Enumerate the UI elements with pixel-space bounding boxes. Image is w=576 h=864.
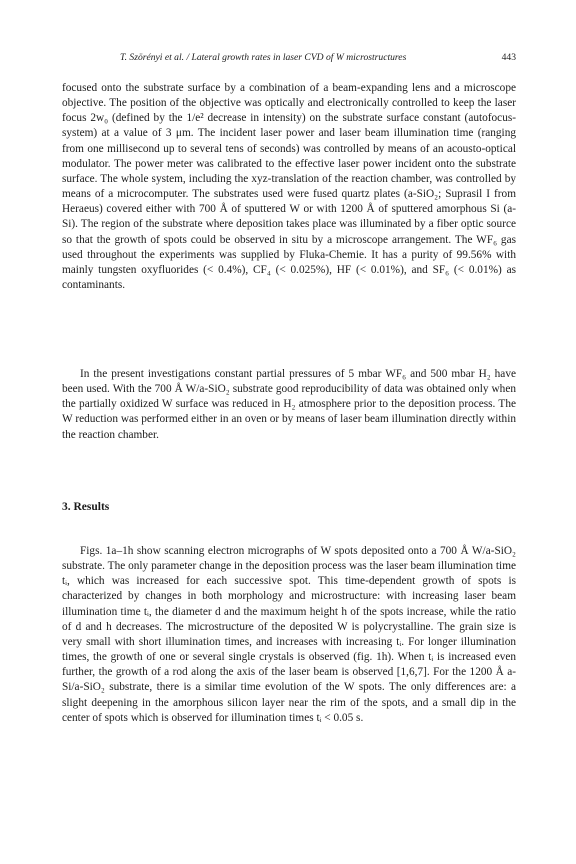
paragraph-pressures: In the present investigations constant partial pressures of 5 mbar WF₆ and 500 mbar H₂ have been used. With the 700 Å W/a-SiO₂ substrate good reproducibility of data was obtained only when the partially oxidized W surface was reduced in H₂ atmosphere prior to the deposition process. The W reduction was performed either in an oven or by means of laser beam illumination directly within the reaction chamber. [62, 368, 516, 441]
paragraph-results: Figs. 1a–1h show scanning electron micrographs of W spots deposited onto a 700 Å W/a-SiO₂ substrate. The only parameter change in the deposition process was the laser beam illumination time tᵢ, which was increased for each successive spot. This time-dependent growth of spots is characterized by changes in both morphology and microstructure: with increasing laser beam illumination time tᵢ, the diameter d and the maximum height h of the spots increase, while the ratio of d and h decreases. The microstructure of the deposited W is polycrystalline. The grain size is very small with short illumination times, and increases with increasing tᵢ. For longer illumination times, the growth of one or several single crystals is observed (fig. 1h). When tᵢ is increased even further, the growth of a rod along the axis of the laser beam is observed [1,6,7]. For the 1200 Å a-Si/a-SiO₂ substrate, there is a similar time evolution of the W spots. The only differences are: a slight deepening in the amorphous silicon layer near the rim of the spots, and a small dip in the center of spots which is observed for illumination times tᵢ < 0.05 s. [62, 545, 516, 724]
running-head [62, 51, 516, 65]
page-number: 443 [501, 52, 516, 63]
section-heading-results: 3. Results [62, 501, 110, 513]
running-head-title: T. Szörényi et al. / Lateral growth rates in laser CVD of W microstructures [120, 52, 407, 63]
paragraph-apparatus: focused onto the substrate surface by a combination of a beam-expanding lens and a microscope objective. The position of the objective was optically and electronically controlled to keep the laser focus 2w₀ (defined by the 1/e² decrease in intensity) on the substrate surface constant (autofocus-system) at a value of 3 μm. The incident laser power and laser beam illumination time (ranging from one millisecond up to several tens of seconds) was controlled by means of an acousto-optical modulator. The power meter was calibrated to the effective laser power incident onto the substrate surface. The whole system, including the xyz-translation of the reaction chamber, was controlled by means of a microcomputer. The substrates used were fused quartz plates (a-SiO₂; Suprasil I from Heraeus) covered either with 700 Å of sputtered W or with 1200 Å of sputtered amorphous Si (a-Si). The region of the substrate where deposition takes place was illuminated by a fiber optic source so that the growth of spots could be observed in situ by a microscope arrangement. The WF₆ gas used throughout the experiments was supplied by Fluka-Chemie. It has a purity of 99.56% with mainly tungsten oxyfluorides (< 0.4%), CF₄ (< 0.025%), HF (< 0.01%), and SF₆ (< 0.01%) as contaminants. [62, 82, 516, 292]
